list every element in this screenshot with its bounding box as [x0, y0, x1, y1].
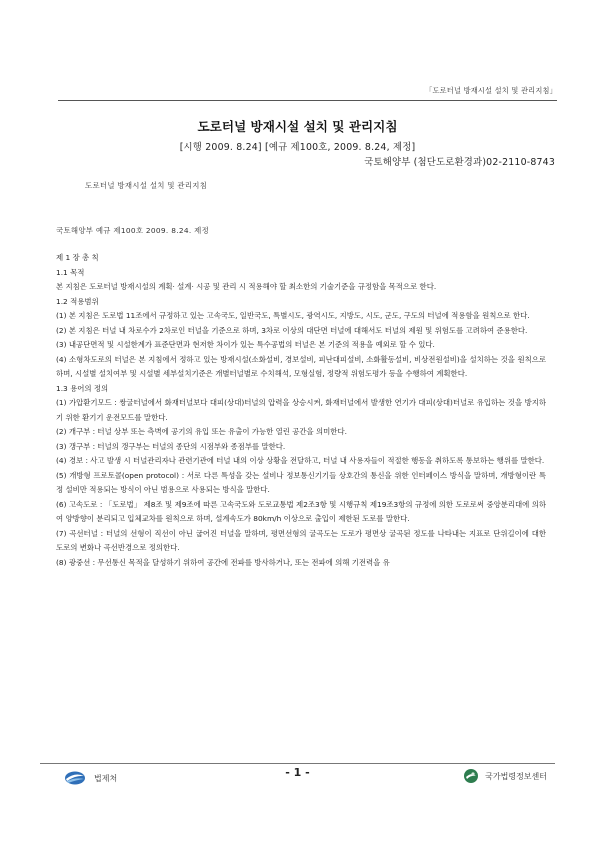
- paragraph: (4) 소형차도로의 터널은 본 지침에서 정하고 있는 방재시설(소화설비, 경보설비, 피난대피설비, 소화활동설비, 비상전원설비)을 설치하는 것을 원칙으로 하며, 시설별 설치여부 및 시설별 세부설치기준은 개별터널별로 수치해석, 모형실험, 정량적 위험도평가 등을 수행하여 계획한다.: [56, 354, 546, 378]
- definition-item: (6) 고속도로 : 「도로법」 제8조 및 제9조에 따른 고속국도와 도로교통법 제2조3항 및 시행규칙 제19조3항의 규정에 의한 도로로써 중앙분리대에 의하여 양방향이 분리되고 입체교차를 원칙으로 하며, 설계속도가 80km/h 이상으로 출입이 제한된 도로를 말한다.: [56, 499, 546, 523]
- footer-divider: [40, 763, 555, 764]
- definition-item: (4) 경보 : 사고 발생 시 터널관리자나 관련기관에 터널 내의 이상 상황을 전달하고, 터널 내 사용자들이 적절한 행동을 취하도록 통보하는 행위를 말한다.: [56, 456, 545, 465]
- definition-item: (1) 가압환기모드 : 쌍굴터널에서 화재터널보다 대피(상대)터널의 압력을 상승시켜, 화재터널에서 발생한 연기가 대피(상대)터널로 유입하는 것을 방지하기 위한 환기기 운전모드를 말한다.: [56, 398, 546, 422]
- footer-right: [463, 768, 547, 784]
- definition-item: (7) 곡선터널 : 터널의 선형이 직선이 아닌 굽어진 터널을 말하며, 평면선형의 굴곡도는 도로가 평면상 굴곡된 정도를 나타내는 지표로 단위길이에 대한 도로의 변화나 곡선반경으로 정의한다.: [56, 528, 546, 552]
- section-heading: 1.2 적용범위: [56, 296, 99, 306]
- paragraph: (2) 본 지침은 터널 내 차로수가 2차로인 터널을 기준으로 하며, 3차로 이상의 대단면 터널에 대해서도 터널의 제원 및 위험도를 고려하여 준용한다.: [56, 325, 528, 335]
- document-title: 도로터널 방재시설 설치 및 관리지침: [197, 119, 398, 134]
- paragraph: (3) 내공단면적 및 시설한계가 표준단면과 현저한 차이가 있는 특수공법의 터널은 본 기준의 적용을 예외로 할 수 있다.: [56, 340, 435, 349]
- definition-item: (3) 갱구부 : 터널의 갱구부는 터널의 종단의 시점부와 종점부를 말한다.: [56, 441, 286, 451]
- notice-line: 국토해양부 예규 제100호 2009. 8.24. 제정: [56, 226, 210, 235]
- footer-right-label: 국가법령정보센터: [485, 771, 547, 781]
- definition-item: (2) 개구부 : 터널 상부 또는 측벽에 공기의 유입 또는 유출이 가능한 열린 공간을 의미한다.: [56, 427, 347, 436]
- footer-left-label: 법제처: [94, 773, 118, 783]
- definition-item: (5) 개방형 프로토콜(open protocol) : 서로 다른 특성을 갖는 설비나 정보통신기기들 상호간의 통신을 위한 인터페이스 방식을 말하며, 개방형이란 특정 설비만 적용되는 방식이 아닌 범용으로 사용되는 방식을 말한다.: [56, 470, 546, 494]
- chapter-heading: 제 1 장 총 칙: [56, 253, 99, 262]
- header-divider: [58, 100, 557, 101]
- section-heading: 1.3 용어의 정의: [56, 383, 109, 393]
- definition-item: (8) 광중선 : 무선통신 목적을 달성하기 위하여 공간에 전파를 방사하거나, 또는 전파에 의해 기전력을 유: [56, 557, 390, 567]
- small-title: 도로터널 방재시설 설치 및 관리지침: [85, 181, 208, 190]
- enforcement-info: [시행 2009. 8.24] [예규 제100호, 2009. 8.24, 제정]: [179, 142, 416, 153]
- department-contact: 국토해양부 (첨단도로환경과)02-2110-8743: [364, 157, 555, 168]
- paragraph: (1) 본 지침은 도로법 11조에서 규정하고 있는 고속국도, 일반국도, 특별시도, 광역시도, 지방도, 시도, 군도, 구도의 터널에 적용함을 원칙으로 한다.: [56, 311, 530, 320]
- paragraph: 본 지침은 도로터널 방재시설의 계획· 설계· 시공 및 관리 시 적용해야 할 최소한의 기술기준을 규정함을 목적으로 한다.: [56, 282, 437, 291]
- running-header: 「도로터널 방재시설 설치 및 관리지침」: [425, 86, 557, 95]
- law-center-logo-icon: [463, 768, 479, 784]
- body-text: [56, 251, 546, 570]
- page-number: - 1 -: [285, 766, 310, 779]
- section-heading: 1.1 목적: [56, 267, 85, 277]
